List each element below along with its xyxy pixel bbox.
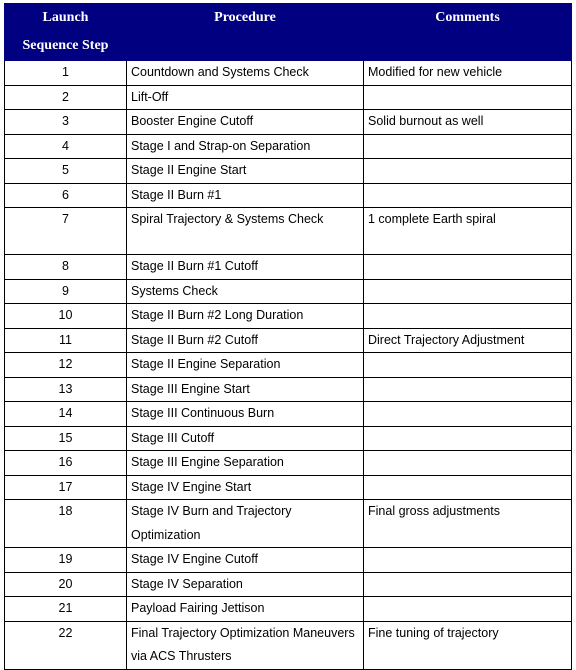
procedure-cell: Stage II Burn #2 Cutoff bbox=[127, 328, 364, 353]
comment-cell: Direct Trajectory Adjustment bbox=[364, 328, 572, 353]
table-row bbox=[5, 572, 572, 597]
procedure-cell: Final Trajectory Optimization Maneuvers via ACS Thrusters bbox=[127, 621, 364, 669]
comment-cell bbox=[364, 377, 572, 402]
step-number-cell: 21 bbox=[5, 597, 127, 622]
table-row bbox=[5, 159, 572, 184]
table-header-row bbox=[5, 4, 572, 61]
step-number-cell: 4 bbox=[5, 134, 127, 159]
comment-cell bbox=[364, 572, 572, 597]
comment-cell: Final gross adjustments bbox=[364, 500, 572, 548]
procedure-cell: Stage II Burn #1 Cutoff bbox=[127, 255, 364, 280]
step-number-cell: 15 bbox=[5, 426, 127, 451]
comment-cell bbox=[364, 597, 572, 622]
procedure-cell: Stage II Burn #1 bbox=[127, 183, 364, 208]
table-row bbox=[5, 377, 572, 402]
comment-cell bbox=[364, 134, 572, 159]
step-number-cell: 7 bbox=[5, 208, 127, 255]
step-number-cell: 20 bbox=[5, 572, 127, 597]
comment-cell bbox=[364, 159, 572, 184]
procedure-cell: Stage II Engine Separation bbox=[127, 353, 364, 378]
table-row bbox=[5, 328, 572, 353]
table-row bbox=[5, 500, 572, 548]
procedure-cell: Payload Fairing Jettison bbox=[127, 597, 364, 622]
table-row bbox=[5, 475, 572, 500]
comment-cell bbox=[364, 548, 572, 573]
header-step-line1: Launch bbox=[42, 10, 89, 25]
launch-sequence-table bbox=[4, 3, 572, 670]
comment-cell bbox=[364, 183, 572, 208]
step-number-cell: 18 bbox=[5, 500, 127, 548]
procedure-cell: Countdown and Systems Check bbox=[127, 61, 364, 86]
comment-cell bbox=[364, 279, 572, 304]
table-row bbox=[5, 85, 572, 110]
table-row bbox=[5, 61, 572, 86]
step-number-cell: 22 bbox=[5, 621, 127, 669]
procedure-cell: Stage I and Strap-on Separation bbox=[127, 134, 364, 159]
procedure-cell: Stage IV Engine Start bbox=[127, 475, 364, 500]
comment-cell: Modified for new vehicle bbox=[364, 61, 572, 86]
table-row bbox=[5, 183, 572, 208]
comment-cell bbox=[364, 85, 572, 110]
table-row bbox=[5, 208, 572, 255]
comment-cell bbox=[364, 475, 572, 500]
step-number-cell: 14 bbox=[5, 402, 127, 427]
comment-cell bbox=[364, 402, 572, 427]
table-row bbox=[5, 402, 572, 427]
step-number-cell: 19 bbox=[5, 548, 127, 573]
table-row bbox=[5, 426, 572, 451]
table-row bbox=[5, 548, 572, 573]
step-number-cell: 17 bbox=[5, 475, 127, 500]
table-row bbox=[5, 597, 572, 622]
comment-cell bbox=[364, 353, 572, 378]
table-row bbox=[5, 304, 572, 329]
table-row bbox=[5, 353, 572, 378]
step-number-cell: 13 bbox=[5, 377, 127, 402]
procedure-cell: Systems Check bbox=[127, 279, 364, 304]
header-launch-sequence-step bbox=[5, 4, 127, 61]
procedure-cell: Stage IV Burn and Trajectory Optimization bbox=[127, 500, 364, 548]
step-number-cell: 2 bbox=[5, 85, 127, 110]
comment-cell bbox=[364, 255, 572, 280]
header-procedure bbox=[127, 4, 364, 61]
step-number-cell: 1 bbox=[5, 61, 127, 86]
table-row bbox=[5, 621, 572, 669]
procedure-cell: Stage II Burn #2 Long Duration bbox=[127, 304, 364, 329]
comment-cell bbox=[364, 304, 572, 329]
step-number-cell: 11 bbox=[5, 328, 127, 353]
table-row bbox=[5, 451, 572, 476]
header-comments-label: Comments bbox=[435, 10, 500, 25]
comment-cell bbox=[364, 426, 572, 451]
step-number-cell: 5 bbox=[5, 159, 127, 184]
procedure-cell: Stage II Engine Start bbox=[127, 159, 364, 184]
step-number-cell: 12 bbox=[5, 353, 127, 378]
comment-cell: Fine tuning of trajectory bbox=[364, 621, 572, 669]
header-comments bbox=[364, 4, 572, 61]
header-step-line2: Sequence Step bbox=[22, 38, 109, 53]
step-number-cell: 8 bbox=[5, 255, 127, 280]
procedure-cell: Stage III Engine Separation bbox=[127, 451, 364, 476]
procedure-cell: Stage III Cutoff bbox=[127, 426, 364, 451]
table-row bbox=[5, 110, 572, 135]
procedure-cell: Stage III Engine Start bbox=[127, 377, 364, 402]
table-row bbox=[5, 134, 572, 159]
step-number-cell: 10 bbox=[5, 304, 127, 329]
procedure-cell: Lift-Off bbox=[127, 85, 364, 110]
procedure-cell: Spiral Trajectory & Systems Check bbox=[127, 208, 364, 255]
comment-cell: 1 complete Earth spiral bbox=[364, 208, 572, 255]
step-number-cell: 3 bbox=[5, 110, 127, 135]
header-procedure-label: Procedure bbox=[214, 10, 276, 25]
table-row bbox=[5, 279, 572, 304]
step-number-cell: 9 bbox=[5, 279, 127, 304]
table-row bbox=[5, 255, 572, 280]
step-number-cell: 6 bbox=[5, 183, 127, 208]
comment-cell: Solid burnout as well bbox=[364, 110, 572, 135]
comment-cell bbox=[364, 451, 572, 476]
procedure-cell: Stage IV Engine Cutoff bbox=[127, 548, 364, 573]
procedure-cell: Booster Engine Cutoff bbox=[127, 110, 364, 135]
procedure-cell: Stage IV Separation bbox=[127, 572, 364, 597]
procedure-cell: Stage III Continuous Burn bbox=[127, 402, 364, 427]
step-number-cell: 16 bbox=[5, 451, 127, 476]
